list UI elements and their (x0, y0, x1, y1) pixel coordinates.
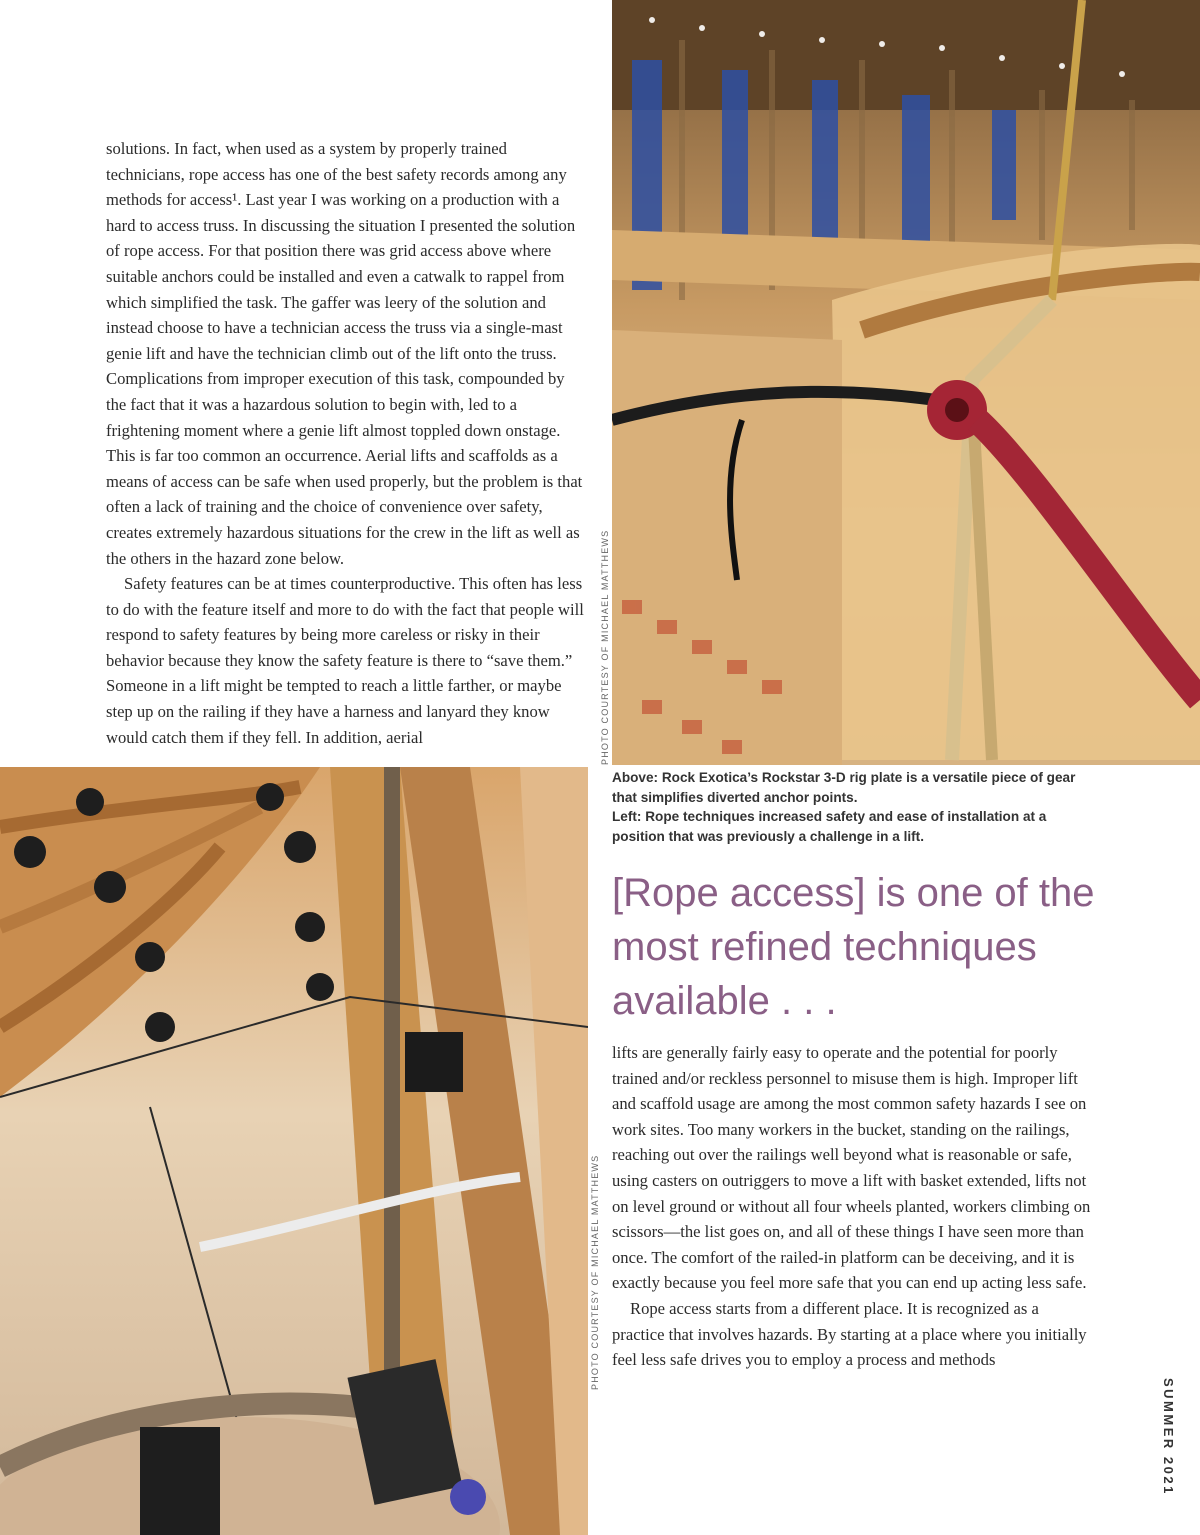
photo-rig-plate-illustration (612, 0, 1200, 765)
pull-quote: [Rope access] is one of the most refined techniques available . . . (612, 871, 1095, 1023)
photo-credit: PHOTO COURTESY OF MICHAEL MATTHEWS (600, 529, 610, 765)
paragraph: solutions. In fact, when used as a system by properly trained technicians, rope access has one of the best safety records among any methods for access¹. Last year I was working on a production with a hard to access truss. In discussing the situation I presented the solution of rope access. For that position there was grid access above where suitable anchors could be installed and even a catwalk to rappel from which simplified the task. The gaffer was leery of the solution and instead choose to have a technician access the truss via a single-mast genie lift and have the technician climb out of the lift onto the truss. Complications from improper execution of this task, compounded by the fact that it was a hazardous solution to begin with, led to a frightening moment where a genie lift almost toppled down onstage. This is far too common an occurrence. Aerial lifts and scaffolds as a means of access can be safe when used properly, but the problem is that often a lack of training and the choice of convenience over safety, creates extremely hazardous situations for the crew in the lift as well as the others in the hazard zone below. (106, 139, 583, 568)
article-column-bottom (612, 1040, 1094, 1373)
photo-ceiling-truss-illustration (0, 767, 588, 1535)
photo-ceiling-truss (0, 767, 588, 1535)
paragraph: Safety features can be at times counterproductive. This often has less to do with the feature itself and more to do with the fact that people will respond to safety features by being more careless or risky in their behavior because they know the safety feature is there to “save them.” Someone in a lift might be tempted to reach a little farther, or maybe step up on the railing if they have a harness and lanyard they know would catch them if they fell. In addition, aerial (106, 574, 584, 747)
paragraph: lifts are generally fairly easy to operate and the potential for poorly trained and/or reckless personnel to misuse them is high. Improper lift and scaffold usage are among the most common safety hazards I see on work sites. Too many workers in the bucket, standing on the railings, reaching out over the railings well beyond what is reasonable or safe, using casters on outriggers to move a lift with basket extended, lifts not on level ground or without all four wheels planted, workers climbing on scissors—the list goes on, and all of these things I have seen more than once. The comfort of the railed-in platform can be deceiving, and it is exactly because you feel more safe that you can end up acting less safe. (612, 1043, 1091, 1293)
caption-left: Left: Rope techniques increased safety and ease of installation at a position that was previously a challenge in a lift. (612, 809, 1047, 844)
paragraph: Rope access starts from a different place. It is recognized as a practice that involves hazards. By starting at a place where you initially feel less safe drives you to employ a process and methods (612, 1298, 1087, 1370)
issue-label: SUMMER 2021 (1161, 1378, 1176, 1496)
caption-above: Above: Rock Exotica’s Rockstar 3-D rig plate is a versatile piece of gear that simplifies diverted anchor points. (612, 770, 1076, 805)
photo-rig-plate (612, 0, 1200, 765)
photo-credit: PHOTO COURTESY OF MICHAEL MATTHEWS (590, 1154, 600, 1390)
article-column-top (106, 136, 586, 750)
photo-caption (612, 768, 1100, 846)
